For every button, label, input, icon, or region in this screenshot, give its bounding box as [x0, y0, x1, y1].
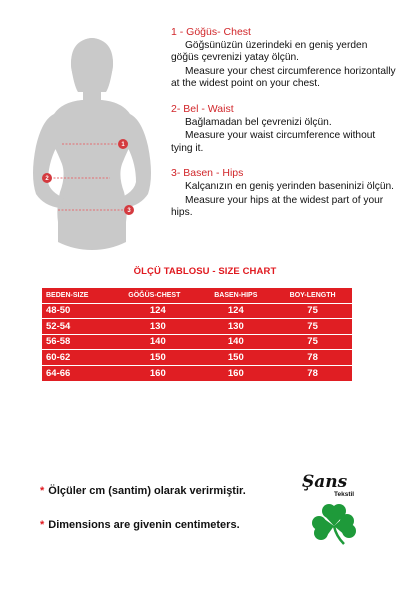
brand-name: Şans [302, 472, 348, 492]
cell-size: 64-66 [46, 367, 71, 379]
header-chest: GÖĞÜS-CHEST [110, 288, 198, 303]
note-english-text: Dimensions are givenin centimeters. [48, 519, 240, 531]
chest-title: 1 - Göğüs- Chest [171, 26, 251, 38]
cell-length: 75 [273, 303, 352, 319]
note-turkish-text: Ölçüler cm (santim) olarak verirmiştir. [48, 485, 246, 497]
table-header-row [42, 288, 352, 303]
clover-icon [310, 502, 360, 546]
hips-title: 3- Basen - Hips [171, 167, 244, 180]
header-size: BEDEN-SIZE [42, 288, 110, 303]
chest-text-en: Measure your chest circumference horizontally at the widest point on your chest. [171, 65, 396, 90]
table-row [42, 303, 352, 319]
table-row [42, 319, 352, 335]
cell-size: 48-50 [42, 303, 110, 319]
waist-text-tr: Bağlamadan bel çevrenizi ölçün. [185, 116, 332, 128]
table-row [42, 365, 352, 381]
brand-subtitle: Tekstil [334, 491, 355, 498]
note-turkish [40, 485, 246, 497]
marker-chest-label: 1 [121, 142, 125, 148]
header-length: BOY-LENGTH [273, 288, 352, 303]
header-hips: BASEN-HIPS [198, 288, 273, 303]
table-row [42, 350, 352, 366]
hips-text-tr: Kalçanızın en geniş yerinden baseninizi ölçün. [185, 180, 394, 192]
size-chart-title: ÖLÇÜ TABLOSU - SIZE CHART [133, 266, 277, 277]
cell-size: 60-62 [42, 350, 110, 366]
note-asterisk: * [40, 519, 45, 531]
body-silhouette [14, 36, 166, 258]
waist-title: 2- Bel - Waist [171, 102, 234, 115]
hips-section [171, 167, 396, 219]
cell-chest: 124 [110, 303, 198, 319]
notes [40, 485, 246, 531]
measurement-instructions [171, 26, 396, 232]
cell-chest: 150 [110, 350, 198, 366]
cell-size: 52-54 [42, 319, 110, 335]
size-chart-table [42, 288, 352, 381]
cell-chest: 140 [110, 334, 198, 350]
table-row [42, 334, 352, 350]
chest-section [171, 26, 396, 91]
cell-hips: 130 [198, 319, 273, 335]
cell-size: 56-58 [42, 334, 110, 350]
note-asterisk: * [40, 485, 45, 497]
cell-hips: 150 [198, 350, 273, 366]
chest-text-tr: Göğsünüzün üzerindeki en geniş yerden göğüs çevrenizi yatay ölçün. [171, 39, 368, 64]
cell-length: 78 [273, 350, 352, 366]
hips-text-en: Measure your hips at the widest part of your hips. [171, 194, 384, 219]
brand-logo [300, 472, 380, 552]
note-english [40, 519, 246, 531]
cell-length: 75 [273, 319, 352, 335]
cell-hips: 160 [227, 367, 244, 379]
cell-hips: 140 [198, 334, 273, 350]
waist-section [171, 103, 396, 155]
cell-chest: 160 [149, 367, 166, 379]
waist-text-en: Measure your waist circumference without tying it. [171, 130, 376, 154]
marker-waist-label: 2 [45, 176, 49, 182]
marker-hips-label: 3 [127, 208, 131, 214]
cell-chest: 130 [110, 319, 198, 335]
cell-length: 78 [307, 367, 318, 379]
cell-hips: 124 [198, 303, 273, 319]
cell-length: 75 [273, 334, 352, 350]
